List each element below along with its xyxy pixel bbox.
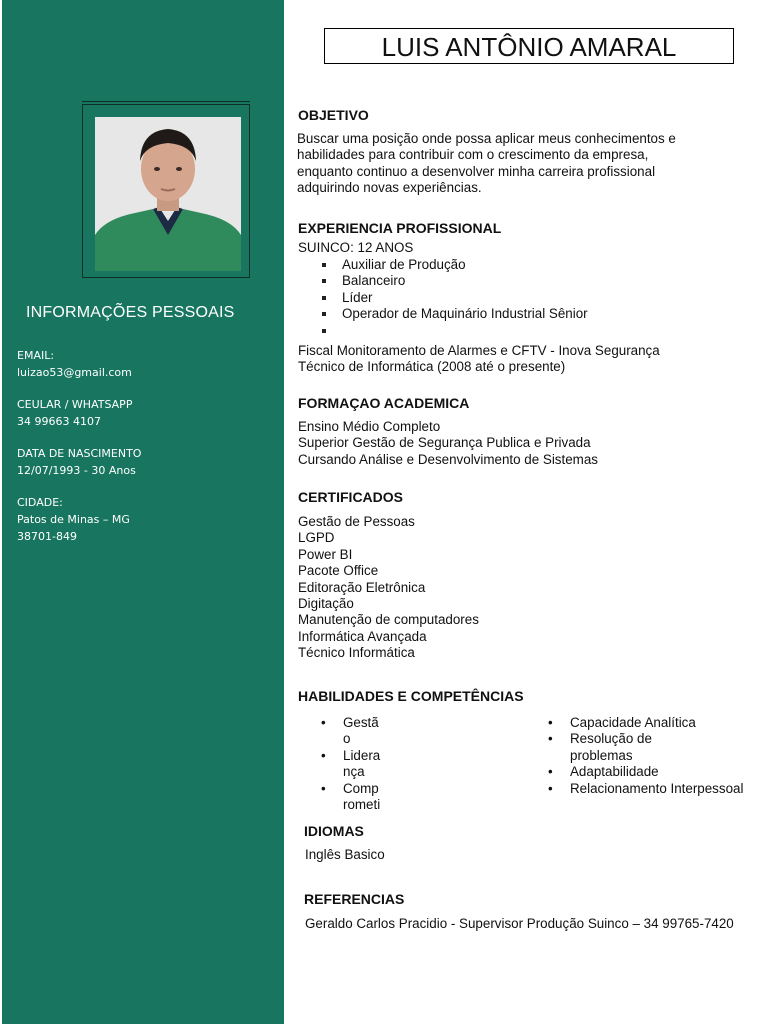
list-item: Balanceiro bbox=[318, 273, 588, 289]
city-label: CIDADE: bbox=[17, 496, 63, 509]
certificado-item: Técnico Informática bbox=[298, 645, 415, 661]
list-item-text: nça bbox=[343, 764, 365, 780]
experiencia-company: SUINCO: 12 ANOS bbox=[298, 240, 414, 255]
birth-block bbox=[17, 445, 141, 479]
certificados-list bbox=[298, 514, 479, 662]
personal-info-title: INFORMAÇÕES PESSOAIS bbox=[26, 304, 235, 321]
objetivo-line: adquirindo novas experiências. bbox=[297, 180, 482, 196]
email-block bbox=[17, 347, 132, 381]
list-item bbox=[546, 764, 758, 780]
profile-photo-frame bbox=[82, 104, 250, 278]
zip-value: 38701-849 bbox=[17, 530, 77, 543]
habilidades-left-list bbox=[319, 715, 389, 813]
list-item: Operador de Maquinário Industrial Sênior bbox=[318, 306, 588, 322]
list-item bbox=[546, 781, 758, 797]
idiomas-value: Inglês Basico bbox=[305, 847, 385, 862]
experiencia-other bbox=[298, 343, 660, 376]
certificado-item: Informática Avançada bbox=[298, 628, 427, 644]
list-item bbox=[546, 715, 758, 731]
certificado-item: LGPD bbox=[298, 530, 335, 546]
certificado-item: Editoração Eletrônica bbox=[298, 579, 426, 595]
phone-block bbox=[17, 396, 132, 430]
list-item-text: o bbox=[343, 731, 351, 747]
objetivo-heading: OBJETIVO bbox=[298, 107, 369, 123]
city-value: Patos de Minas – MG bbox=[17, 513, 130, 526]
referencias-heading: REFERENCIAS bbox=[304, 891, 405, 907]
email-label: EMAIL: bbox=[17, 349, 55, 362]
certificado-item: Digitação bbox=[298, 596, 354, 612]
list-item-text: • Gestã bbox=[343, 715, 379, 730]
list-item-text: problemas bbox=[570, 747, 633, 763]
list-item-text: • Adaptabilidade bbox=[570, 764, 659, 780]
formacao-heading: FORMAÇAO ACADEMICA bbox=[298, 395, 470, 411]
list-item bbox=[546, 731, 758, 764]
objetivo-text bbox=[297, 131, 676, 197]
formacao-line: Superior Gestão de Segurança Publica e Privada bbox=[298, 435, 591, 451]
list-item bbox=[319, 748, 389, 781]
list-item-text: • Comp bbox=[343, 780, 379, 796]
certificado-item: Power BI bbox=[298, 546, 353, 562]
formacao-line: Cursando Análise e Desenvolvimento de Sistemas bbox=[298, 451, 598, 467]
experiencia-other-line: Técnico de Informática (2008 até o presente) bbox=[298, 359, 566, 375]
formacao-line: Ensino Médio Completo bbox=[298, 419, 441, 434]
list-item-text: • Lidera bbox=[343, 747, 381, 763]
formacao-text bbox=[298, 419, 598, 468]
certificado-item: Gestão de Pessoas bbox=[298, 514, 415, 529]
list-item bbox=[319, 781, 389, 814]
objetivo-line: enquanto continuo a desenvolver minha carreira profissional bbox=[297, 163, 656, 179]
experiencia-heading: EXPERIENCIA PROFISSIONAL bbox=[298, 220, 502, 236]
birth-value: 12/07/1993 - 30 Anos bbox=[17, 464, 136, 477]
objetivo-line: Buscar uma posição onde possa aplicar meus conhecimentos e bbox=[297, 131, 676, 146]
idiomas-heading: IDIOMAS bbox=[304, 823, 364, 839]
phone-value: 34 99663 4107 bbox=[17, 415, 101, 428]
objetivo-line: habilidades para contribuir com o crescimento da empresa, bbox=[297, 147, 649, 163]
email-value: luizao53@gmail.com bbox=[17, 366, 132, 379]
certificado-item: Pacote Office bbox=[298, 563, 379, 579]
certificados-heading: CERTIFICADOS bbox=[298, 489, 403, 505]
referencias-value: Geraldo Carlos Pracidio - Supervisor Produção Suinco – 34 99765-7420 bbox=[305, 916, 734, 931]
list-item: Líder bbox=[318, 290, 588, 306]
list-item-text: • Resolução de bbox=[570, 731, 652, 747]
city-block bbox=[17, 494, 130, 545]
certificado-item: Manutenção de computadores bbox=[298, 612, 479, 628]
experiencia-other-line: Fiscal Monitoramento de Alarmes e CFTV - Inova Segurança bbox=[298, 343, 660, 358]
list-item bbox=[319, 715, 389, 748]
habilidades-right-list bbox=[546, 715, 758, 797]
list-item-text: rometi bbox=[343, 797, 381, 813]
phone-label: CEULAR / WHATSAPP bbox=[17, 398, 133, 411]
list-item-text: • Relacionamento Interpessoal bbox=[570, 780, 744, 796]
list-item-text: • Capacidade Analítica bbox=[570, 715, 696, 730]
sidebar bbox=[2, 0, 284, 1024]
habilidades-heading: HABILIDADES E COMPETÊNCIAS bbox=[298, 688, 524, 704]
candidate-name: LUIS ANTÔNIO AMARAL bbox=[324, 28, 734, 64]
birth-label: DATA DE NASCIMENTO bbox=[17, 447, 142, 460]
list-item bbox=[318, 323, 588, 339]
list-item: Auxiliar de Produção bbox=[318, 257, 588, 273]
experiencia-roles bbox=[318, 257, 588, 339]
profile-photo bbox=[95, 117, 241, 271]
